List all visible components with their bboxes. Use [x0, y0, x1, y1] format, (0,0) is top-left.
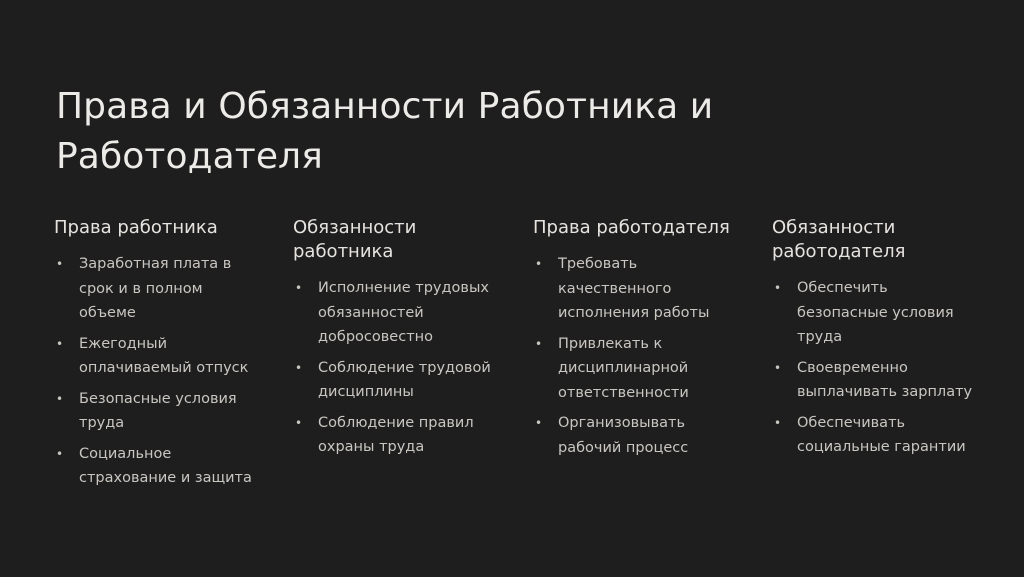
- column-employee-rights: [54, 216, 254, 497]
- column-heading: Обязанности работника: [293, 217, 417, 262]
- list-item: [533, 252, 718, 326]
- list-item-text: Привлекать к дисциплинарной ответственности: [558, 335, 689, 401]
- bullet-icon: •: [56, 257, 64, 271]
- list-item-text: Обеспечить безопасные условия труда: [797, 280, 954, 345]
- list-item-text: Безопасные условия труда: [79, 390, 237, 431]
- bullet-icon: •: [774, 415, 782, 430]
- column-employee-duties: [293, 216, 493, 466]
- bullet-icon: •: [56, 336, 64, 351]
- bullet-icon: •: [56, 391, 64, 406]
- list-item: [54, 387, 239, 436]
- bullet-icon: •: [295, 281, 303, 295]
- bullet-icon: •: [56, 446, 64, 461]
- list-item: [772, 356, 977, 405]
- column-employer-rights: [533, 216, 733, 466]
- list-item: [533, 332, 718, 406]
- list-item-text: Обеспечивать социальные гарантии: [797, 414, 966, 455]
- list-item-text: Заработная плата в срок и в полном объеме: [79, 256, 232, 321]
- bullet-list: [772, 276, 972, 460]
- bullet-list: [54, 252, 254, 491]
- list-item: [293, 276, 498, 350]
- bullet-icon: •: [295, 360, 303, 375]
- list-item-text: Ежегодный оплачиваемый отпуск: [79, 335, 249, 376]
- column-heading: Права работника: [54, 217, 218, 238]
- bullet-icon: •: [774, 281, 782, 295]
- list-item-text: Своевременно выплачивать зарплату: [797, 359, 973, 400]
- bullet-icon: •: [535, 257, 543, 271]
- bullet-icon: •: [295, 415, 303, 430]
- list-item: [293, 411, 493, 460]
- column-heading: Обязанности работодателя: [772, 217, 906, 262]
- list-item: [533, 411, 718, 460]
- bullet-icon: •: [774, 360, 782, 375]
- column-employer-duties: [772, 216, 972, 466]
- list-item: [772, 411, 972, 460]
- slide-title: Права и Обязанности Работника и Работодателя: [56, 86, 714, 177]
- bullet-icon: •: [535, 416, 543, 430]
- list-item-text: Соблюдение правил охраны труда: [318, 414, 474, 455]
- bullet-icon: •: [535, 336, 543, 351]
- list-item: [772, 276, 972, 350]
- list-item: [293, 356, 493, 405]
- column-heading: Права работодателя: [533, 217, 730, 238]
- bullet-list: [293, 276, 493, 460]
- list-item-text: Исполнение трудовых обязанностей добросовестно: [318, 280, 489, 345]
- list-item: [54, 332, 254, 381]
- list-item-text: Социальное страхование и защита: [79, 445, 252, 486]
- list-item-text: Соблюдение трудовой дисциплины: [318, 359, 491, 400]
- list-item-text: Организовывать рабочий процесс: [558, 415, 689, 456]
- list-item: [54, 442, 254, 491]
- bullet-list: [533, 252, 733, 460]
- list-item-text: Требовать качественного исполнения работы: [558, 256, 710, 321]
- list-item: [54, 252, 239, 326]
